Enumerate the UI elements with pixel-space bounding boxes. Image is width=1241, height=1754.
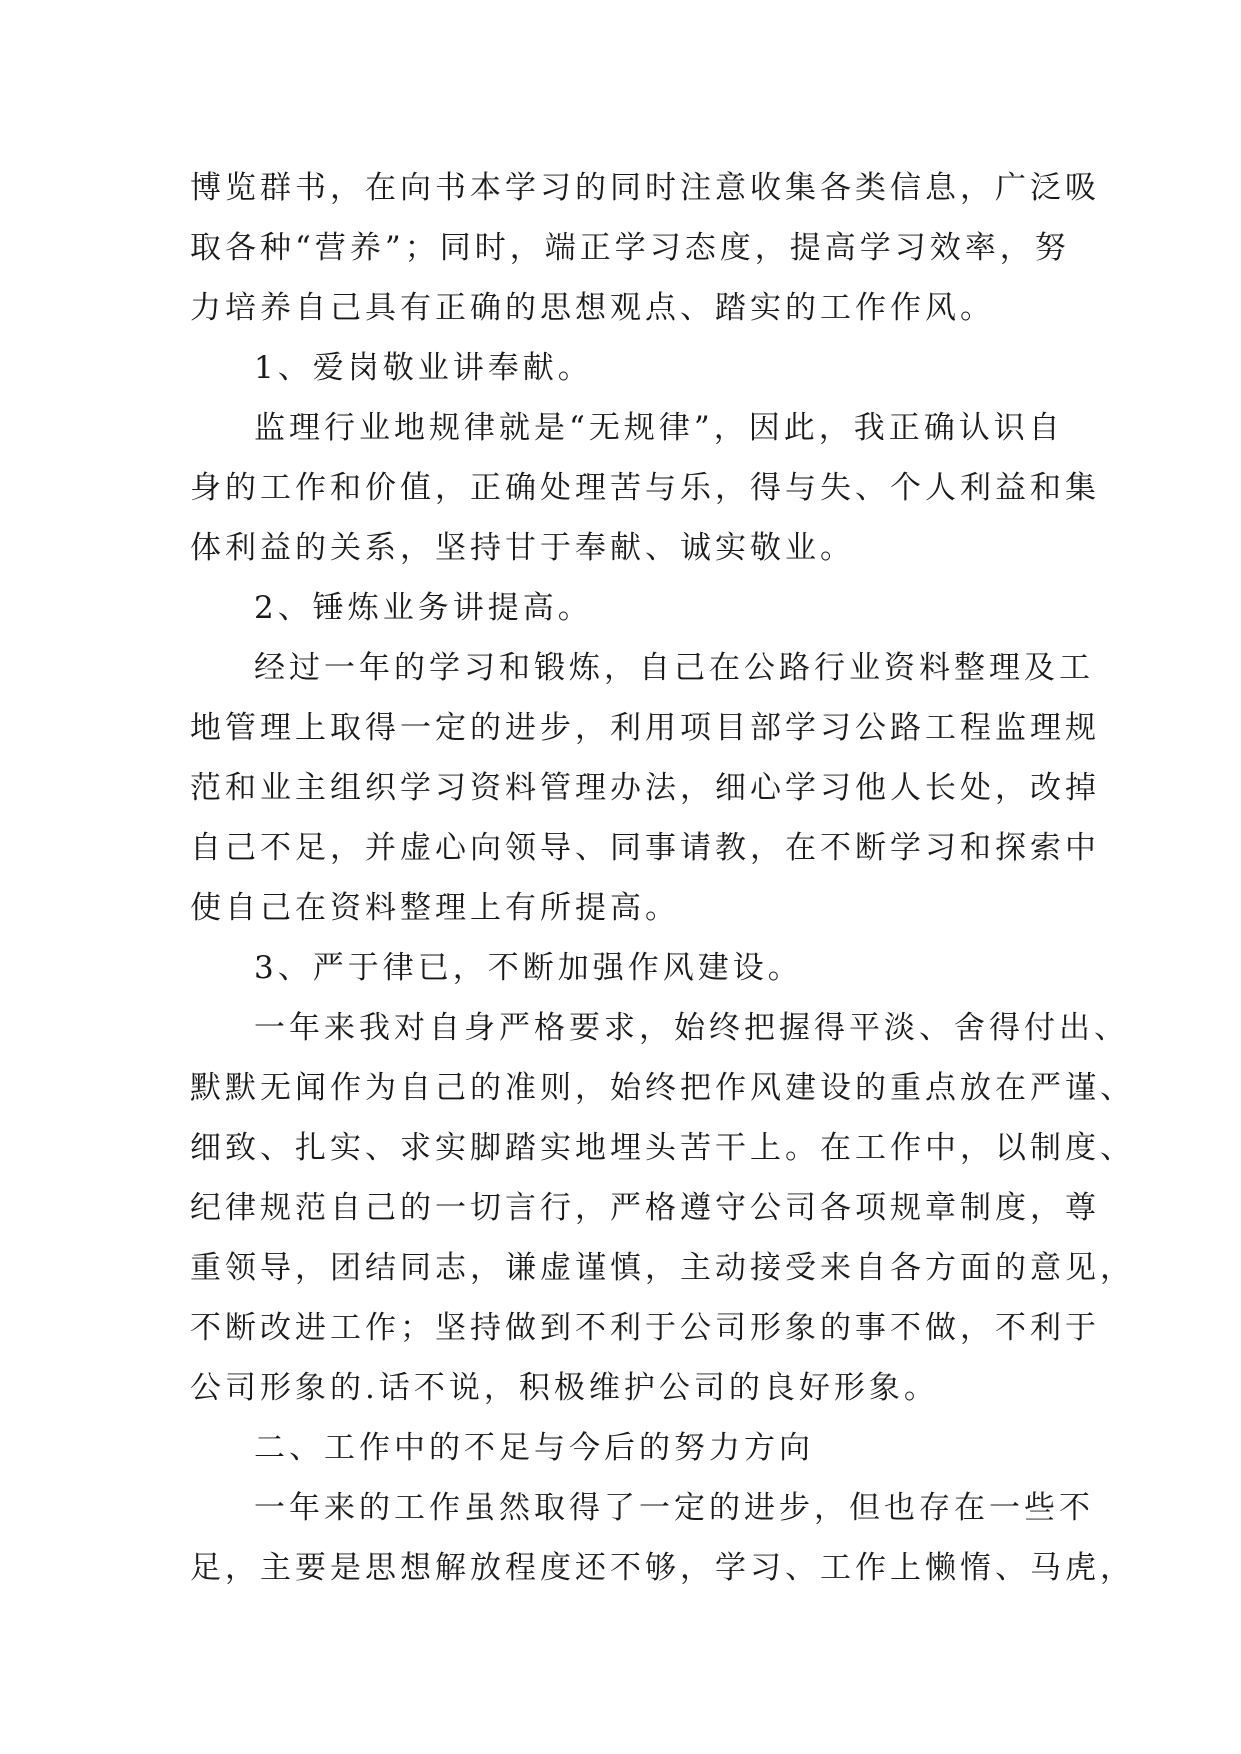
text-line: 范和业主组织学习资料管理办法，细心学习他人长处，改掉 — [190, 770, 1100, 806]
text-line: 使自己在资料整理上有所提高。 — [190, 890, 680, 926]
body-text — [190, 158, 1135, 1598]
text-line: 自己不足，并虚心向领导、同事请教，在不断学习和探索中 — [190, 830, 1100, 866]
text-line: 不断改进工作；坚持做到不利于公司形象的事不做，不利于 — [190, 1310, 1100, 1346]
text-line: 3、严于律已，不断加强作风建设。 — [254, 950, 803, 986]
text-line: 1、爱岗敬业讲奉献。 — [254, 350, 593, 386]
text-line: 细致、扎实、求实脚踏实地埋头苦干上。在工作中，以制度、 — [190, 1130, 1135, 1166]
text-line: 重领导，团结同志，谦虚谨慎，主动接受来自各方面的意见， — [190, 1250, 1135, 1286]
text-line: 监理行业地规律就是“无规律”，因此，我正确认识自 — [254, 410, 1064, 446]
text-line: 公司形象的.话不说，积极维护公司的良好形象。 — [190, 1370, 939, 1406]
text-line: 取各种“营养”；同时，端正学习态度，提高学习效率，努 — [190, 230, 1070, 266]
text-line: 身的工作和价值，正确处理苦与乐，得与失、个人利益和集 — [190, 470, 1100, 506]
text-line: 经过一年的学习和锻炼，自己在公路行业资料整理及工 — [254, 650, 1094, 686]
text-line: 默默无闻作为自己的准则，始终把作风建设的重点放在严谨、 — [190, 1070, 1135, 1106]
text-line: 足，主要是思想解放程度还不够，学习、工作上懒惰、马虎， — [190, 1550, 1135, 1586]
text-line: 一年来的工作虽然取得了一定的进步，但也存在一些不 — [254, 1490, 1094, 1526]
text-line: 一年来我对自身严格要求，始终把握得平淡、舍得付出、 — [254, 1010, 1129, 1046]
text-line: 体利益的关系，坚持甘于奉献、诚实敬业。 — [190, 530, 855, 566]
text-line: 博览群书，在向书本学习的同时注意收集各类信息，广泛吸 — [190, 170, 1100, 206]
text-line: 二、工作中的不足与今后的努力方向 — [254, 1430, 814, 1466]
text-line: 2、锤炼业务讲提高。 — [254, 590, 593, 626]
text-line: 纪律规范自己的一切言行，严格遵守公司各项规章制度，尊 — [190, 1190, 1100, 1226]
text-line: 力培养自己具有正确的思想观点、踏实的工作作风。 — [190, 290, 995, 326]
text-line: 地管理上取得一定的进步，利用项目部学习公路工程监理规 — [190, 710, 1100, 746]
